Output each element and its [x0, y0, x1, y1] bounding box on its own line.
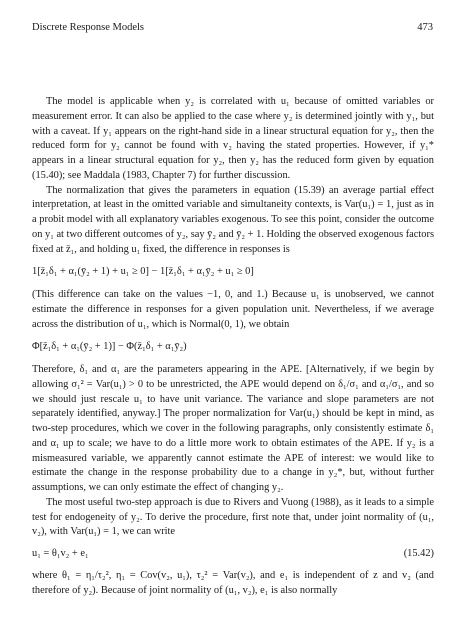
equation: u₁ = θ₁v₂ + e₁ — [32, 548, 89, 559]
equation-number: (15.42) — [403, 548, 434, 559]
paragraph: Therefore, δ₁ and α₁ are the parameters appearing in the APE. [Alternatively, if we begin by allowing σ₁² = Var(u₁) > 0 to be unrestricted, the APE would depend on δ₁/σ₁ and α₁/σ₁, and so we should just rescale u₁ to have unit variance. The variance and slope parameters are not separately identified, anyway.] The proper normalization for Var(u₁) should be kept in mind, as two-step procedures, which we cover in the following paragraphs, only consistently estimate δ₁ and α₁ up to scale; we have to do a little more work to obtain estimates of the APE. If y₂ is a mismeasured variable, we apparently cannot estimate the APE of interest: we would like to estimate the change in the response probability due to a change in y₂*, but, without further assumptions, we can only estimate the effect of changing y₂. — [32, 364, 434, 493]
paragraph: where θ₁ = η₁/τ₂², η₁ = Cov(v₂, u₁), τ₂² = Var(v₂), and e₁ is independent of z and v₂ (and therefore of y₂). Because of joint normality of (u₁, v₂), e₁ is also normally — [32, 569, 434, 596]
paragraph: The normalization that gives the parameters in equation (15.39) an average partial effect interpretation, at least in the omitted variable and simultaneity contexts, is Var(u₁) = 1, just as in a probit model with all explanatory variables exogenous. To see this point, consider the outcome on y₁ at two different outcomes of y₂, say ȳ₂ and ȳ₂ + 1. Holding the observed exogenous factors fixed at z̄₁, and holding u₁ fixed, the difference in responses is — [32, 184, 434, 255]
running-header — [32, 22, 433, 33]
paragraph: The model is applicable when y₂ is correlated with u₁ because of omitted variables or measurement error. It can also be applied to the case where y₂ is determined jointly with y₁, but with a caveat. If y₁ appears on the right-hand side in a linear structural equation for y₂, then the reduced form for y₂ cannot be found with v₂ having the stated properties. However, if y₁* appears in a linear structural equation for y₂, then y₂ has the reduced form given by equation (15.40); see Maddala (1983, Chapter 7) for further discussion. — [32, 96, 434, 181]
equation: 1[z̄₁δ₁ + α₁(ȳ₂ + 1) + u₁ ≥ 0] − 1[z̄₁δ₁ + α₁ȳ₂ + u₁ ≥ 0] — [32, 266, 254, 278]
running-title: Discrete Response Models — [32, 22, 144, 33]
equation: Φ[z̄₁δ₁ + α₁(ȳ₂ + 1)] − Φ(z̄₁δ₁ + α₁ȳ₂) — [32, 341, 187, 353]
body-text — [32, 95, 434, 598]
paragraph: (This difference can take on the values −1, 0, and 1.) Because u₁ is unobserved, we cannot estimate the difference in responses for a given population unit. Nevertheless, if we average across the distribution of u₁, which is Normal(0, 1), we obtain — [32, 289, 434, 330]
paragraph: The most useful two-step approach is due to Rivers and Vuong (1988), as it leads to a simple test for endogeneity of y₂. To derive the procedure, first note that, under joint normality of (u₁, v₂), with Var(u₁) = 1, we can write — [32, 496, 434, 538]
page-number: 473 — [417, 22, 433, 33]
numbered-equation — [32, 547, 434, 562]
